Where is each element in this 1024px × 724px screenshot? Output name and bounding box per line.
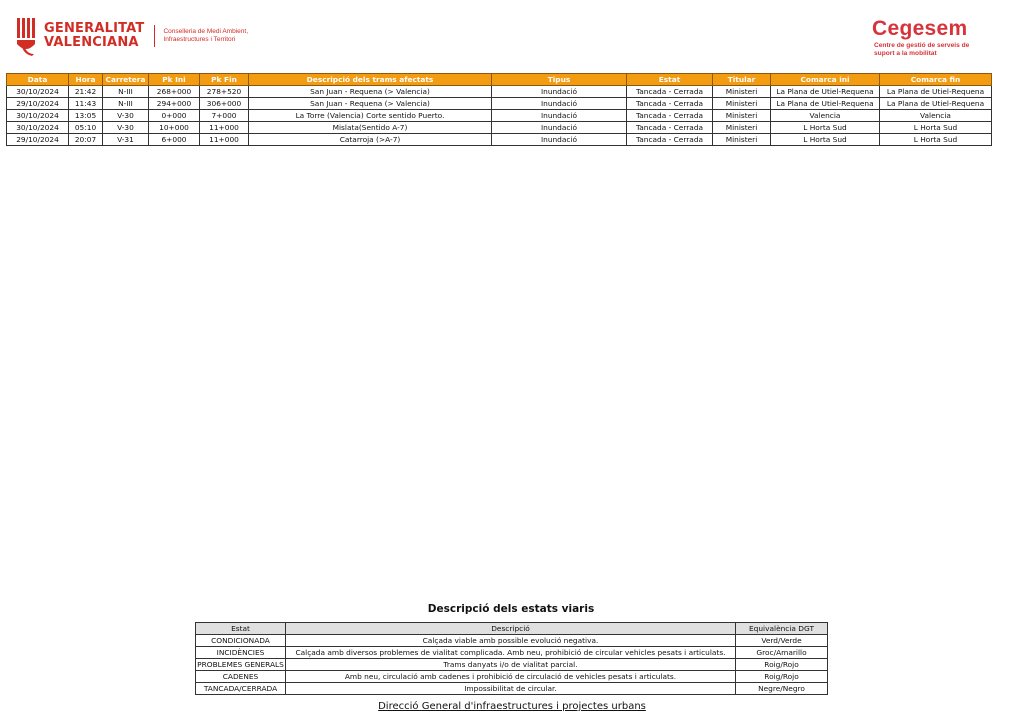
legend-row [196, 647, 828, 659]
table-cell: Inundació [492, 122, 627, 134]
legend-title: Descripció dels estats viaris [427, 603, 595, 615]
table-cell: 278+520 [200, 86, 249, 98]
table-cell: Ministeri [713, 98, 771, 110]
table-cell: Ministeri [713, 122, 771, 134]
table-cell: 10+000 [149, 122, 200, 134]
conselleria-line2: Infraestructures i Territori [163, 36, 236, 43]
logo-divider [154, 25, 155, 47]
table-cell: 306+000 [200, 98, 249, 110]
table-row [7, 110, 992, 122]
table-row [7, 98, 992, 110]
table-cell: 11+000 [200, 122, 249, 134]
table-cell: La Plana de Utiel-Requena [880, 86, 992, 98]
generalitat-name-line1: GENERALITAT [44, 21, 145, 36]
legend-cell: Calçada viable amb possible evolució negativa. [286, 635, 736, 647]
legend-row [196, 635, 828, 647]
table-cell: La Plana de Utiel-Requena [771, 86, 880, 98]
column-header-estat: Estat [627, 74, 713, 86]
table-cell: V-30 [103, 122, 149, 134]
table-cell: N-III [103, 98, 149, 110]
cegesem-subtitle [872, 42, 969, 58]
column-header-hora: Hora [69, 74, 103, 86]
table-cell: Catarroja (>A-7) [249, 134, 492, 146]
table-cell: V-30 [103, 110, 149, 122]
legend-row [196, 671, 828, 683]
table-cell: 29/10/2024 [7, 134, 69, 146]
table-cell: 05:10 [69, 122, 103, 134]
legend-cell: Verd/Verde [736, 635, 828, 647]
table-row [7, 86, 992, 98]
legend-row [196, 683, 828, 695]
table-cell: Valencia [880, 110, 992, 122]
legend-cell: TANCADA/CERRADA [196, 683, 286, 695]
table-cell: Ministeri [713, 134, 771, 146]
legend-cell: Roig/Rojo [736, 671, 828, 683]
table-cell: Tancada - Cerrada [627, 86, 713, 98]
table-cell: L Horta Sud [880, 122, 992, 134]
legend-cell: CONDICIONADA [196, 635, 286, 647]
table-cell: 21:42 [69, 86, 103, 98]
column-header-descripcio: Descripció dels trams afectats [249, 74, 492, 86]
table-cell: Tancada - Cerrada [627, 110, 713, 122]
table-cell: Inundació [492, 98, 627, 110]
table-cell: V-31 [103, 134, 149, 146]
table-cell: 0+000 [149, 110, 200, 122]
legend-cell: Impossibilitat de circular. [286, 683, 736, 695]
table-header-row [7, 74, 992, 86]
cegesem-name: Cegesem [872, 17, 968, 40]
column-header-comarca-fin: Comarca fin [880, 74, 992, 86]
column-header-titular: Titular [713, 74, 771, 86]
table-cell: 30/10/2024 [7, 122, 69, 134]
table-cell: Mislata(Sentido A-7) [249, 122, 492, 134]
table-cell: 294+000 [149, 98, 200, 110]
legend-cell: Trams danyats i/o de vialitat parcial. [286, 659, 736, 671]
table-cell: Tancada - Cerrada [627, 134, 713, 146]
table-cell: 20:07 [69, 134, 103, 146]
legend-cell: Roig/Rojo [736, 659, 828, 671]
generalitat-logo [16, 16, 248, 56]
table-cell: N-III [103, 86, 149, 98]
table-cell: Valencia [771, 110, 880, 122]
legend-cell: Amb neu, circulació amb cadenes i prohibició de circulació de vehicles pesats i articulats. [286, 671, 736, 683]
table-cell: Ministeri [713, 86, 771, 98]
legend-cell: CADENES [196, 671, 286, 683]
table-cell: Tancada - Cerrada [627, 122, 713, 134]
page-footer [0, 701, 1024, 712]
road-states-legend-table [195, 622, 828, 695]
column-header-tipus: Tipus [492, 74, 627, 86]
table-cell: Inundació [492, 110, 627, 122]
table-cell: 29/10/2024 [7, 98, 69, 110]
legend-header-row [196, 623, 828, 635]
table-cell: 11:43 [69, 98, 103, 110]
table-cell: 268+000 [149, 86, 200, 98]
table-cell: Ministeri [713, 110, 771, 122]
table-cell: San Juan - Requena (> Valencia) [249, 86, 492, 98]
cegesem-subtitle-line2: suport a la mobilitat [874, 50, 937, 57]
table-row [7, 134, 992, 146]
legend-column-header-estat: Estat [196, 623, 286, 635]
table-cell: 7+000 [200, 110, 249, 122]
column-header-carretera: Carretera [103, 74, 149, 86]
column-header-pk-fin: Pk Fin [200, 74, 249, 86]
cegesem-logo [872, 18, 969, 58]
table-cell: La Plana de Utiel-Requena [880, 98, 992, 110]
table-cell: L Horta Sud [771, 134, 880, 146]
legend-column-header-equivalencia: Equivalència DGT [736, 623, 828, 635]
column-header-data: Data [7, 74, 69, 86]
table-cell: Inundació [492, 134, 627, 146]
table-cell: Tancada - Cerrada [627, 98, 713, 110]
table-cell: 30/10/2024 [7, 110, 69, 122]
legend-cell: Groc/Amarillo [736, 647, 828, 659]
road-incidents-table [6, 73, 992, 146]
table-cell: 30/10/2024 [7, 86, 69, 98]
legend-row [196, 659, 828, 671]
legend-column-header-descripcio: Descripció [286, 623, 736, 635]
page-header [0, 0, 1024, 70]
table-cell: San Juan - Requena (> Valencia) [249, 98, 492, 110]
legend-cell: Negre/Negro [736, 683, 828, 695]
generalitat-name-line2: VALENCIANA [44, 35, 139, 50]
footer-link[interactable]: Direcció General d'infraestructures i projectes urbans [378, 701, 646, 712]
table-cell: 6+000 [149, 134, 200, 146]
legend-cell: PROBLEMES GENERALS [197, 660, 284, 669]
generalitat-name [44, 22, 144, 50]
column-header-pk-ini: Pk Ini [149, 74, 200, 86]
generalitat-emblem-icon [16, 16, 38, 56]
conselleria-name [163, 28, 248, 44]
table-cell: Inundació [492, 86, 627, 98]
table-cell: 13:05 [69, 110, 103, 122]
column-header-comarca-ini: Comarca ini [771, 74, 880, 86]
legend-cell: INCIDÈNCIES [196, 647, 286, 659]
table-cell: La Torre (Valencia) Corte sentido Puerto. [249, 110, 492, 122]
cegesem-subtitle-line1: Centre de gestió de serveis de [874, 42, 970, 49]
table-cell: L Horta Sud [771, 122, 880, 134]
conselleria-line1: Conselleria de Medi Ambient, [163, 28, 249, 35]
table-cell: La Plana de Utiel-Requena [771, 98, 880, 110]
table-cell: 11+000 [200, 134, 249, 146]
table-row [7, 122, 992, 134]
table-cell: L Horta Sud [880, 134, 992, 146]
legend-cell: Calçada amb diversos problemes de vialitat complicada. Amb neu, prohibició de circular vehicles pesats i articulats. [286, 647, 736, 659]
